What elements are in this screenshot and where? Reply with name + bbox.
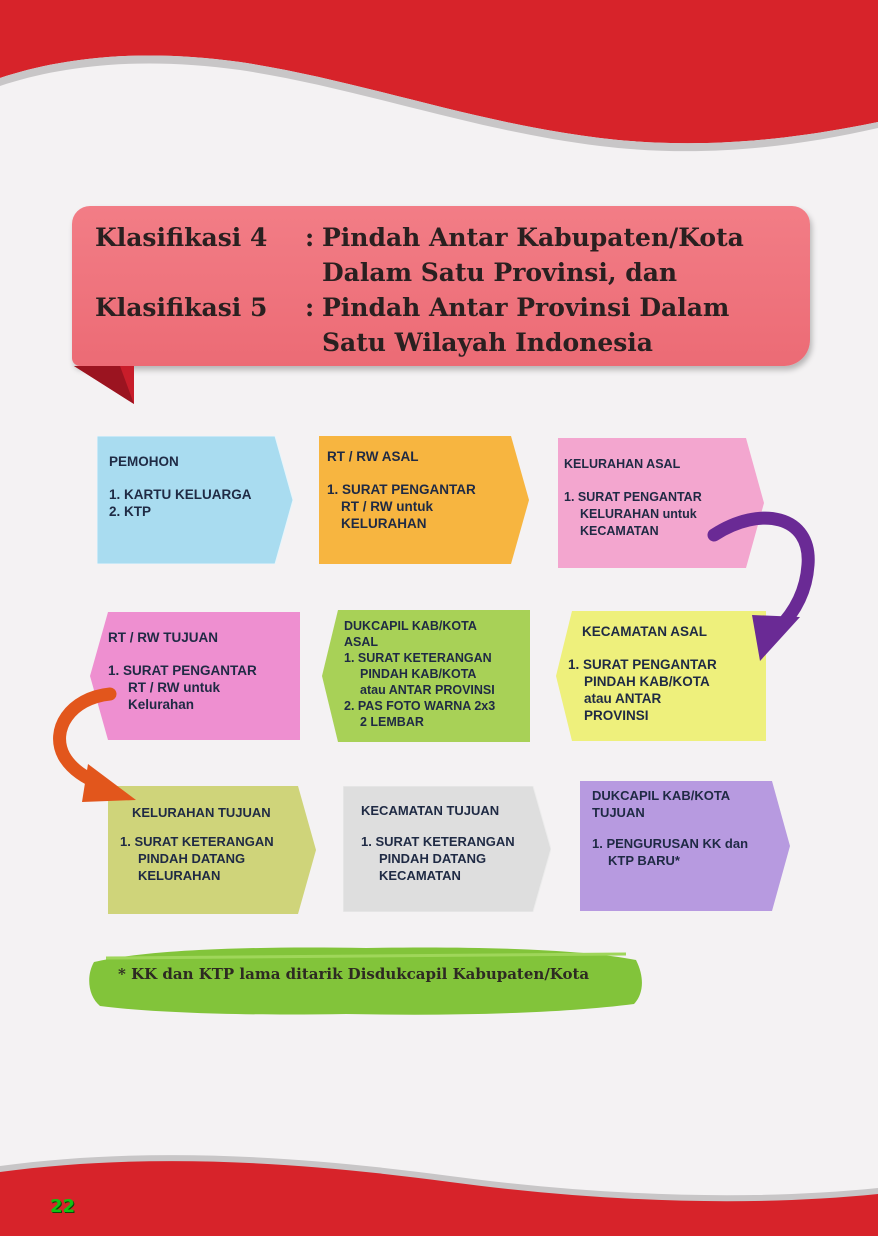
step-header: KELURAHAN ASAL [564, 457, 681, 471]
step-line: atau ANTAR PROVINSI [360, 683, 495, 697]
step-dukcapil-tujuan [580, 781, 790, 911]
step-pemohon [97, 436, 293, 564]
step-line: RT / RW untuk [128, 680, 220, 695]
step-line: TUJUAN [592, 805, 645, 820]
step-header: PEMOHON [109, 454, 179, 469]
step-header: DUKCAPIL KAB/KOTA [344, 619, 477, 633]
step-header: RT / RW TUJUAN [108, 630, 218, 645]
step-line: KELURAHAN [138, 868, 221, 883]
flow-arrow-orange [40, 680, 150, 810]
step-line: 2 LEMBAR [360, 715, 424, 729]
step-line: PINDAH DATANG [138, 851, 246, 866]
step-line: atau ANTAR [584, 691, 662, 706]
step-line: 1. SURAT PENGANTAR [108, 663, 257, 678]
step-header: KECAMATAN TUJUAN [361, 803, 500, 818]
footnote: * KK dan KTP lama ditarik Disdukcapil Kabupaten/Kota [118, 965, 590, 983]
step-line: KECAMATAN [580, 524, 659, 538]
title-key-5: Klasifikasi 5 [95, 293, 268, 322]
step-dukcapil-asal [322, 610, 530, 742]
step-header: RT / RW ASAL [327, 449, 419, 464]
step-line: 2. KTP [109, 504, 152, 519]
title-value-4a: Pindah Antar Kabupaten/Kota [322, 223, 744, 252]
step-header: KECAMATAN ASAL [582, 624, 707, 639]
step-line: RT / RW untuk [341, 499, 433, 514]
step-line: PROVINSI [584, 708, 649, 723]
title-value-5b: Satu Wilayah Indonesia [322, 328, 653, 357]
title-colon: : [305, 223, 315, 252]
step-line: KELURAHAN untuk [580, 507, 697, 521]
title-value-5a: Pindah Antar Provinsi Dalam [322, 293, 730, 322]
step-line: PINDAH KAB/KOTA [584, 674, 710, 689]
step-line: ASAL [344, 635, 379, 649]
step-line: 1. SURAT KETERANGAN [344, 651, 492, 665]
step-line: Kelurahan [128, 697, 195, 712]
step-line: 1. PENGURUSAN KK dan [592, 836, 749, 851]
step-line: KELURAHAN [341, 516, 427, 531]
step-line: PINDAH DATANG [379, 851, 487, 866]
page-title [95, 220, 815, 360]
banner-fold [74, 360, 134, 404]
step-header: KELURAHAN TUJUAN [132, 805, 271, 820]
step-line: PINDAH KAB/KOTA [360, 667, 477, 681]
title-colon: : [305, 293, 315, 322]
step-line: 1. SURAT PENGANTAR [564, 490, 702, 504]
step-line: 1. SURAT KETERANGAN [120, 834, 274, 849]
step-rt-rw-asal [319, 436, 529, 564]
step-line: 1. SURAT KETERANGAN [361, 834, 515, 849]
step-line: 1. SURAT PENGANTAR [568, 657, 717, 672]
step-header: DUKCAPIL KAB/KOTA [592, 788, 731, 803]
step-kecamatan-tujuan [343, 786, 551, 912]
step-line: 2. PAS FOTO WARNA 2x3 [344, 699, 496, 713]
flow-arrow-purple [700, 505, 830, 665]
title-value-4b: Dalam Satu Provinsi, dan [322, 258, 678, 287]
step-line: KECAMATAN [379, 868, 461, 883]
page-number: 22 [50, 1196, 76, 1217]
title-key-4: Klasifikasi 4 [95, 223, 268, 252]
step-line: 1. KARTU KELUARGA [109, 487, 252, 502]
step-line: 1. SURAT PENGANTAR [327, 482, 476, 497]
step-line: KTP BARU* [608, 853, 680, 868]
